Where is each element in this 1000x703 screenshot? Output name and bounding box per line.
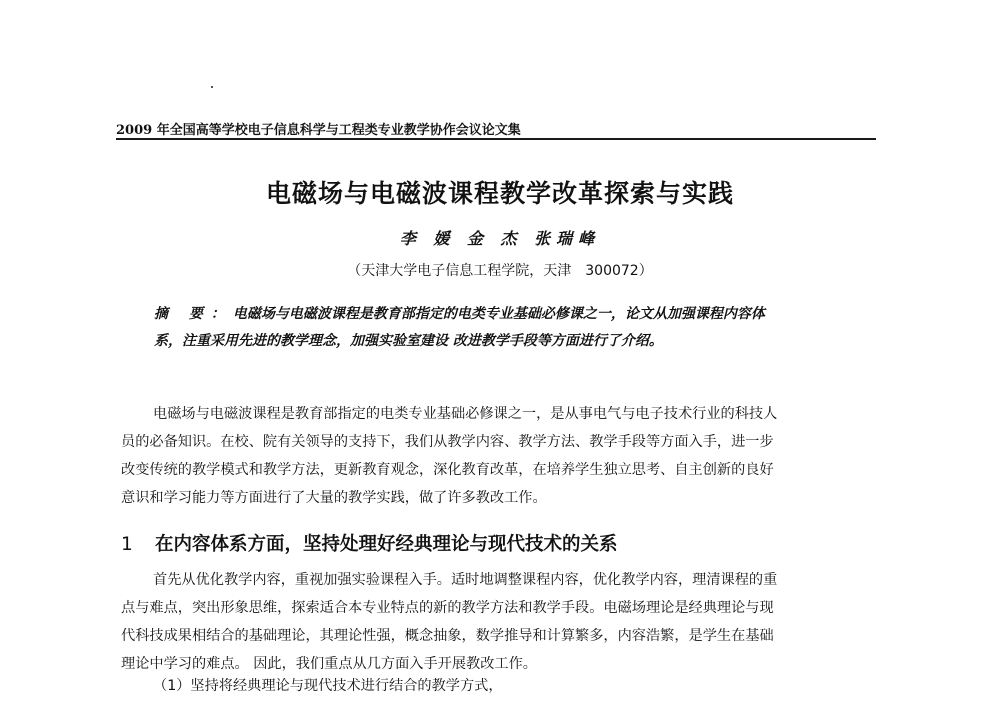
paper-title: 电磁场与电磁波课程教学改革探索与实践 — [265, 179, 734, 208]
list-item-1: （1）坚持将经典理论与现代技术进行结合的教学方式， — [153, 678, 503, 694]
abstract-line-2: 系，注重采用先进的教学理念，加强实验室建设 改进教学手段等方面进行了介绍。 — [154, 333, 663, 349]
section-1-line: 首先从优化教学内容，重视加强实验课程入手。适时地调整课程内容，优化教学内容，理清课程的重 — [153, 572, 778, 588]
section-title: 在内容体系方面，坚持处理好经典理论与现代技术的关系 — [155, 534, 618, 555]
paper-affiliation: （天津大学电子信息工程学院，天津 300072） — [347, 263, 653, 279]
section-1-line: 点与难点，突出形象思维，探索适合本专业特点的新的教学方法和教学手段。电磁场理论是经典理论与现 — [121, 600, 774, 616]
section-number: 1 — [121, 534, 133, 555]
header-rule — [116, 138, 876, 140]
scan-speck — [211, 86, 213, 88]
intro-line: 改变传统的教学模式和教学方法，更新教育观念，深化教育改革，在培养学生独立思考、自主创新的良好 — [121, 462, 774, 478]
paper-authors: 李 媛 金 杰 张瑞峰 — [399, 229, 601, 248]
intro-line: 员的必备知识。在校、院有关领导的支持下，我们从教学内容、教学方法、教学手段等方面入手，进一步 — [121, 434, 774, 450]
abstract-text-1: 电磁场与电磁波课程是教育部指定的电类专业基础必修课之一，论文从加强课程内容体 — [232, 306, 765, 322]
abstract-line-1 — [154, 301, 854, 328]
intro-line: 电磁场与电磁波课程是教育部指定的电类专业基础必修课之一，是从事电气与电子技术行业的科技人 — [153, 406, 778, 422]
section-1-line: 理论中学习的难点。 因此，我们重点从几方面入手开展教改工作。 — [121, 656, 537, 672]
abstract — [154, 301, 854, 355]
intro-paragraph — [121, 400, 881, 512]
running-header: 2009 年全国高等学校电子信息科学与工程类专业教学协作会议论文集 — [116, 123, 521, 138]
section-1-paragraph — [121, 566, 881, 678]
section-1-heading — [121, 530, 618, 556]
abstract-label: 摘 要： — [154, 306, 233, 322]
intro-line: 意识和学习能力等方面进行了大量的教学实践，做了许多教改工作。 — [121, 490, 547, 506]
section-1-line: 代科技成果相结合的基础理论，其理论性强，概念抽象，数学推导和计算繁多，内容浩繁，是学生在基础 — [121, 628, 774, 644]
